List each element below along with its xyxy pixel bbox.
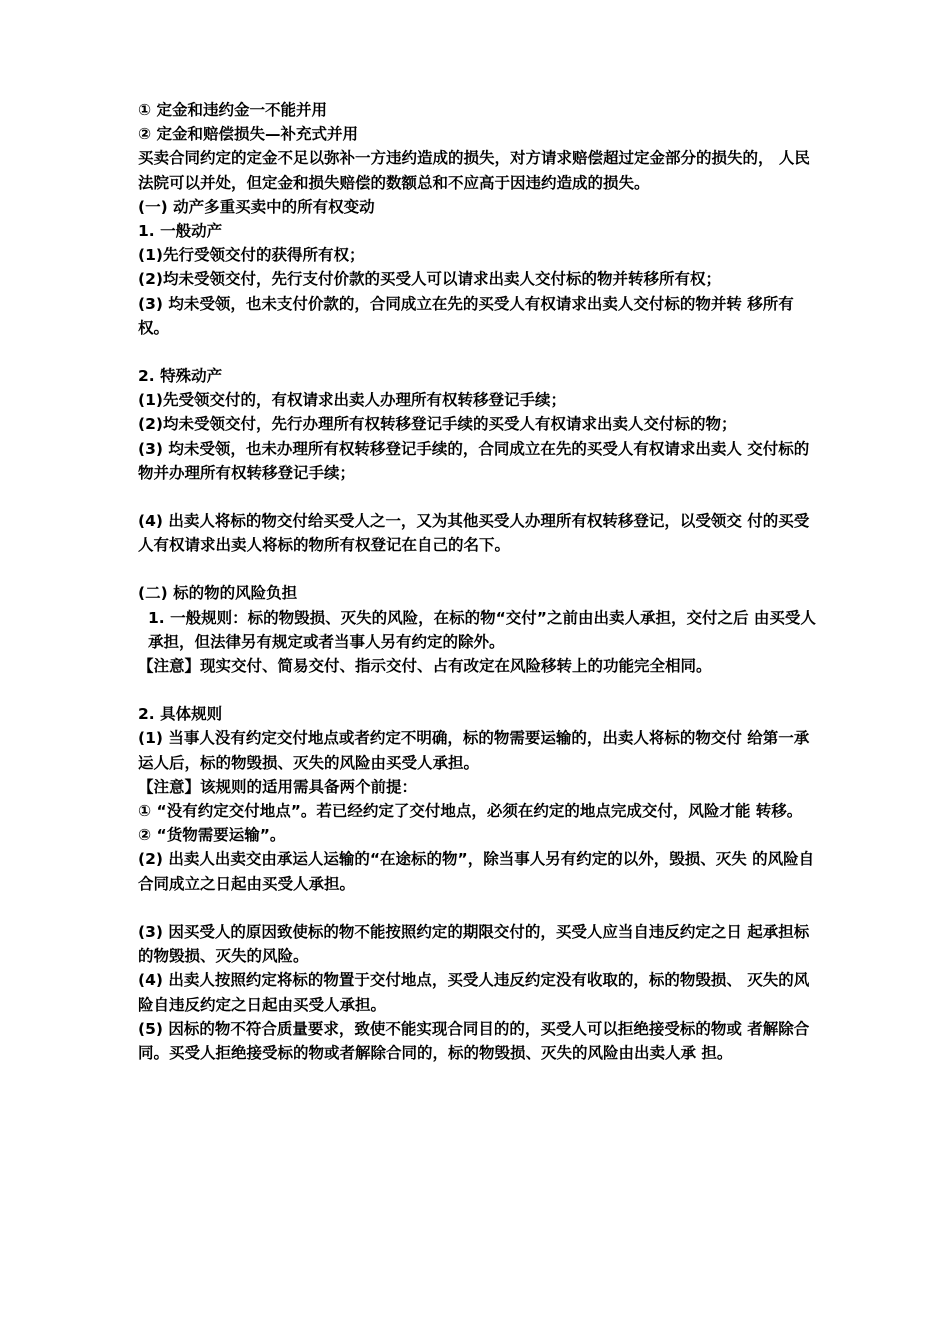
paragraph-spacer: [138, 340, 822, 364]
paragraph-10: (1)先受领交付的，有权请求出卖人办理所有权转移登记手续；: [138, 391, 566, 410]
paragraph-19: 【注意】该规则的适用需具备两个前提：: [138, 777, 418, 796]
paragraph-17: 2. 具体规则: [138, 705, 223, 724]
paragraph-5: 1. 一般动产: [138, 222, 223, 241]
paragraph-14: (二) 标的物的风险负担: [138, 584, 298, 603]
paragraph-9: 2. 特殊动产: [138, 367, 223, 386]
paragraph-spacer: [138, 485, 822, 509]
paragraph-23: (3) 因买受人的原因致使标的物不能按照约定的期限交付的，买受人应当自违反约定之日 起承担标的物毁损、灭失的风险。: [138, 922, 810, 966]
paragraph-22: (2) 出卖人出卖交由承运人运输的“在途标的物”，除当事人另有约定的以外，毁损、灭失 的风险自合同成立之日起由买受人承担。: [138, 850, 815, 893]
paragraph-21: ② “货物需要运输”。: [138, 826, 286, 845]
paragraph-7: (2)均未受领交付，先行支付价款的买受人可以请求出卖人交付标的物并转移所有权；: [138, 270, 721, 289]
paragraph-spacer: [138, 678, 822, 702]
paragraph-13: (4) 出卖人将标的物交付给买受人之一，又为其他买受人办理所有权转移登记，以受领交 付的买受人有权请求出卖人将标的物所有权登记在自己的名下。: [138, 512, 810, 555]
paragraph-11: (2)均未受领交付，先行办理所有权转移登记手续的买受人有权请求出卖人交付标的物；: [138, 415, 737, 434]
paragraph-24: (4) 出卖人按照约定将标的物置于交付地点，买受人违反约定没有收取的，标的物毁损、 灭失的风险自违反约定之日起由买受人承担。: [138, 971, 810, 1014]
paragraph-4: (一) 动产多重买卖中的所有权变动: [138, 197, 375, 216]
paragraph-15: 1. 一般规则：标的物毁损、灭失的风险，在标的物“交付”之前由出卖人承担，交付之后 由买受人承担，但法律另有规定或者当事人另有约定的除外。: [148, 608, 816, 651]
paragraph-25: (5) 因标的物不符合质量要求，致使不能实现合同目的的，买受人可以拒绝接受标的物或 者解除合同。买受人拒绝接受标的物或者解除合同的，标的物毁损、灭失的风险由出卖人承 担。: [138, 1019, 810, 1062]
paragraph-8: (3) 均未受领，也未支付价款的，合同成立在先的买受人有权请求出卖人交付标的物并转 移所有权。: [138, 294, 794, 337]
paragraph-6: (1)先行受领交付的获得所有权；: [138, 246, 365, 265]
paragraph-2: ② 定金和赔偿损失—补充式并用: [138, 125, 359, 144]
paragraph-16: 【注意】现实交付、简易交付、指示交付、占有改定在风险移转上的功能完全相同。: [138, 657, 712, 676]
paragraph-spacer: [138, 896, 822, 920]
document-body: [138, 98, 822, 1065]
paragraph-12: (3) 均未受领，也未办理所有权转移登记手续的，合同成立在先的买受人有权请求出卖人 交付标的物并办理所有权转移登记手续；: [138, 439, 810, 482]
paragraph-20: ① “没有约定交付地点”。若已经约定了交付地点，必须在约定的地点完成交付，风险才能 转移。: [138, 802, 803, 821]
paragraph-18: (1) 当事人没有约定交付地点或者约定不明确，标的物需要运输的，出卖人将标的物交付 给第一承运人后，标的物毁损、灭失的风险由买受人承担。: [138, 729, 810, 772]
paragraph-3: 买卖合同约定的定金不足以弥补一方违约造成的损失，对方请求赔偿超过定金部分的损失的， 人民法院可以并处，但定金和损失赔偿的数额总和不应高于因违约造成的损失。: [138, 149, 810, 192]
paragraph-1: ① 定金和违约金一不能并用: [138, 101, 328, 119]
paragraph-spacer: [138, 557, 822, 581]
